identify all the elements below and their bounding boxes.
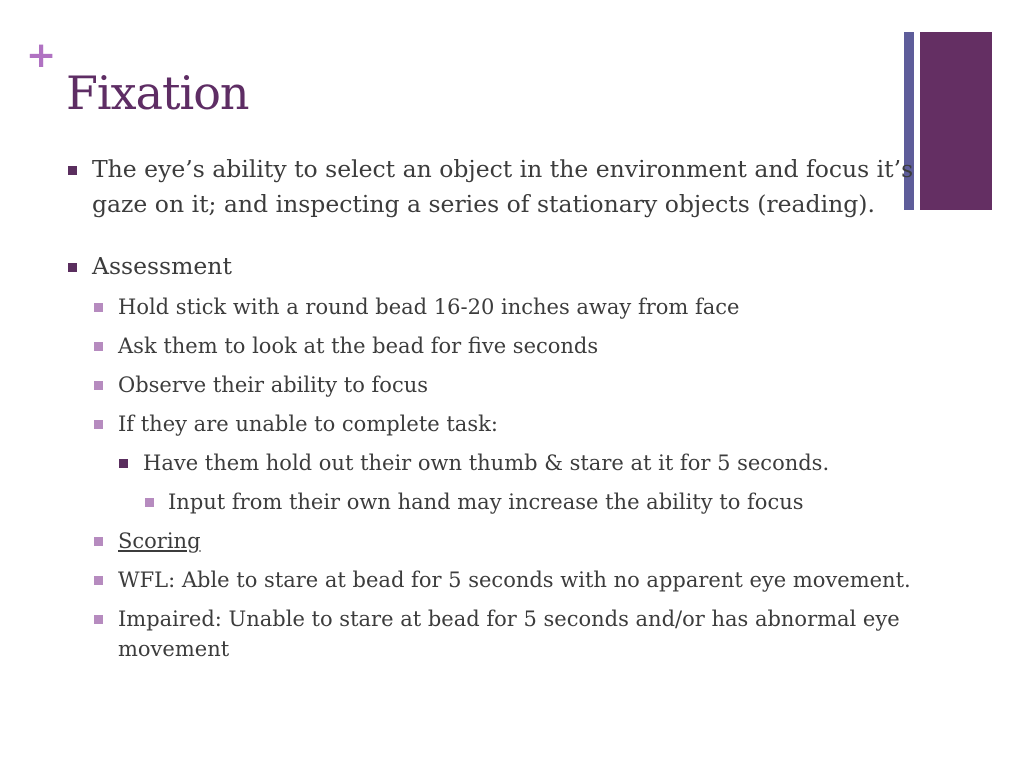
bullet-square-icon <box>94 342 103 351</box>
bullet-text: Impaired: Unable to stare at bead for 5 seconds and/or has abnormal eye movement <box>118 607 900 661</box>
bullet-text: Have them hold out their own thumb & stare at it for 5 seconds. <box>143 451 830 475</box>
list-item <box>66 331 926 361</box>
bullet-text: WFL: Able to stare at bead for 5 seconds with no apparent eye movement. <box>118 568 911 592</box>
bullet-square-icon <box>94 381 103 390</box>
list-item <box>66 370 926 400</box>
bullet-text: Hold stick with a round bead 16-20 inches away from face <box>118 295 740 319</box>
bullet-square-icon <box>94 615 103 624</box>
bullet-square-icon <box>145 498 154 507</box>
bullet-definition <box>66 152 926 222</box>
list-item <box>66 409 926 439</box>
plus-icon: + <box>26 35 57 76</box>
bullet-square-icon <box>94 303 103 312</box>
list-item-impaired <box>66 604 926 664</box>
bullet-text: Observe their ability to focus <box>118 373 429 397</box>
scoring-label: Scoring <box>118 529 201 553</box>
list-item <box>66 292 926 322</box>
bullet-text: The eye’s ability to select an object in the environment and focus it’s gaze on it; and inspecting a series of stationary objects (reading). <box>92 155 914 218</box>
bullet-text: Input from their own hand may increase the ability to focus <box>168 490 804 514</box>
bullet-text: Ask them to look at the bead for five seconds <box>118 334 599 358</box>
slide-title: Fixation <box>66 66 249 120</box>
list-item-note <box>66 487 926 517</box>
bullet-square-icon <box>119 459 128 468</box>
bullet-square-icon <box>68 263 77 272</box>
list-item-alternative <box>66 448 926 478</box>
bullet-text: If they are unable to complete task: <box>118 412 498 436</box>
decorative-bar-thick <box>920 32 992 210</box>
slide-content <box>66 152 926 673</box>
bullet-text: Assessment <box>92 252 232 280</box>
bullet-square-icon <box>94 576 103 585</box>
list-item-wfl <box>66 565 926 595</box>
bullet-square-icon <box>94 537 103 546</box>
bullet-assessment <box>66 249 926 284</box>
list-item-scoring <box>66 526 926 556</box>
bullet-square-icon <box>94 420 103 429</box>
bullet-square-icon <box>68 166 77 175</box>
